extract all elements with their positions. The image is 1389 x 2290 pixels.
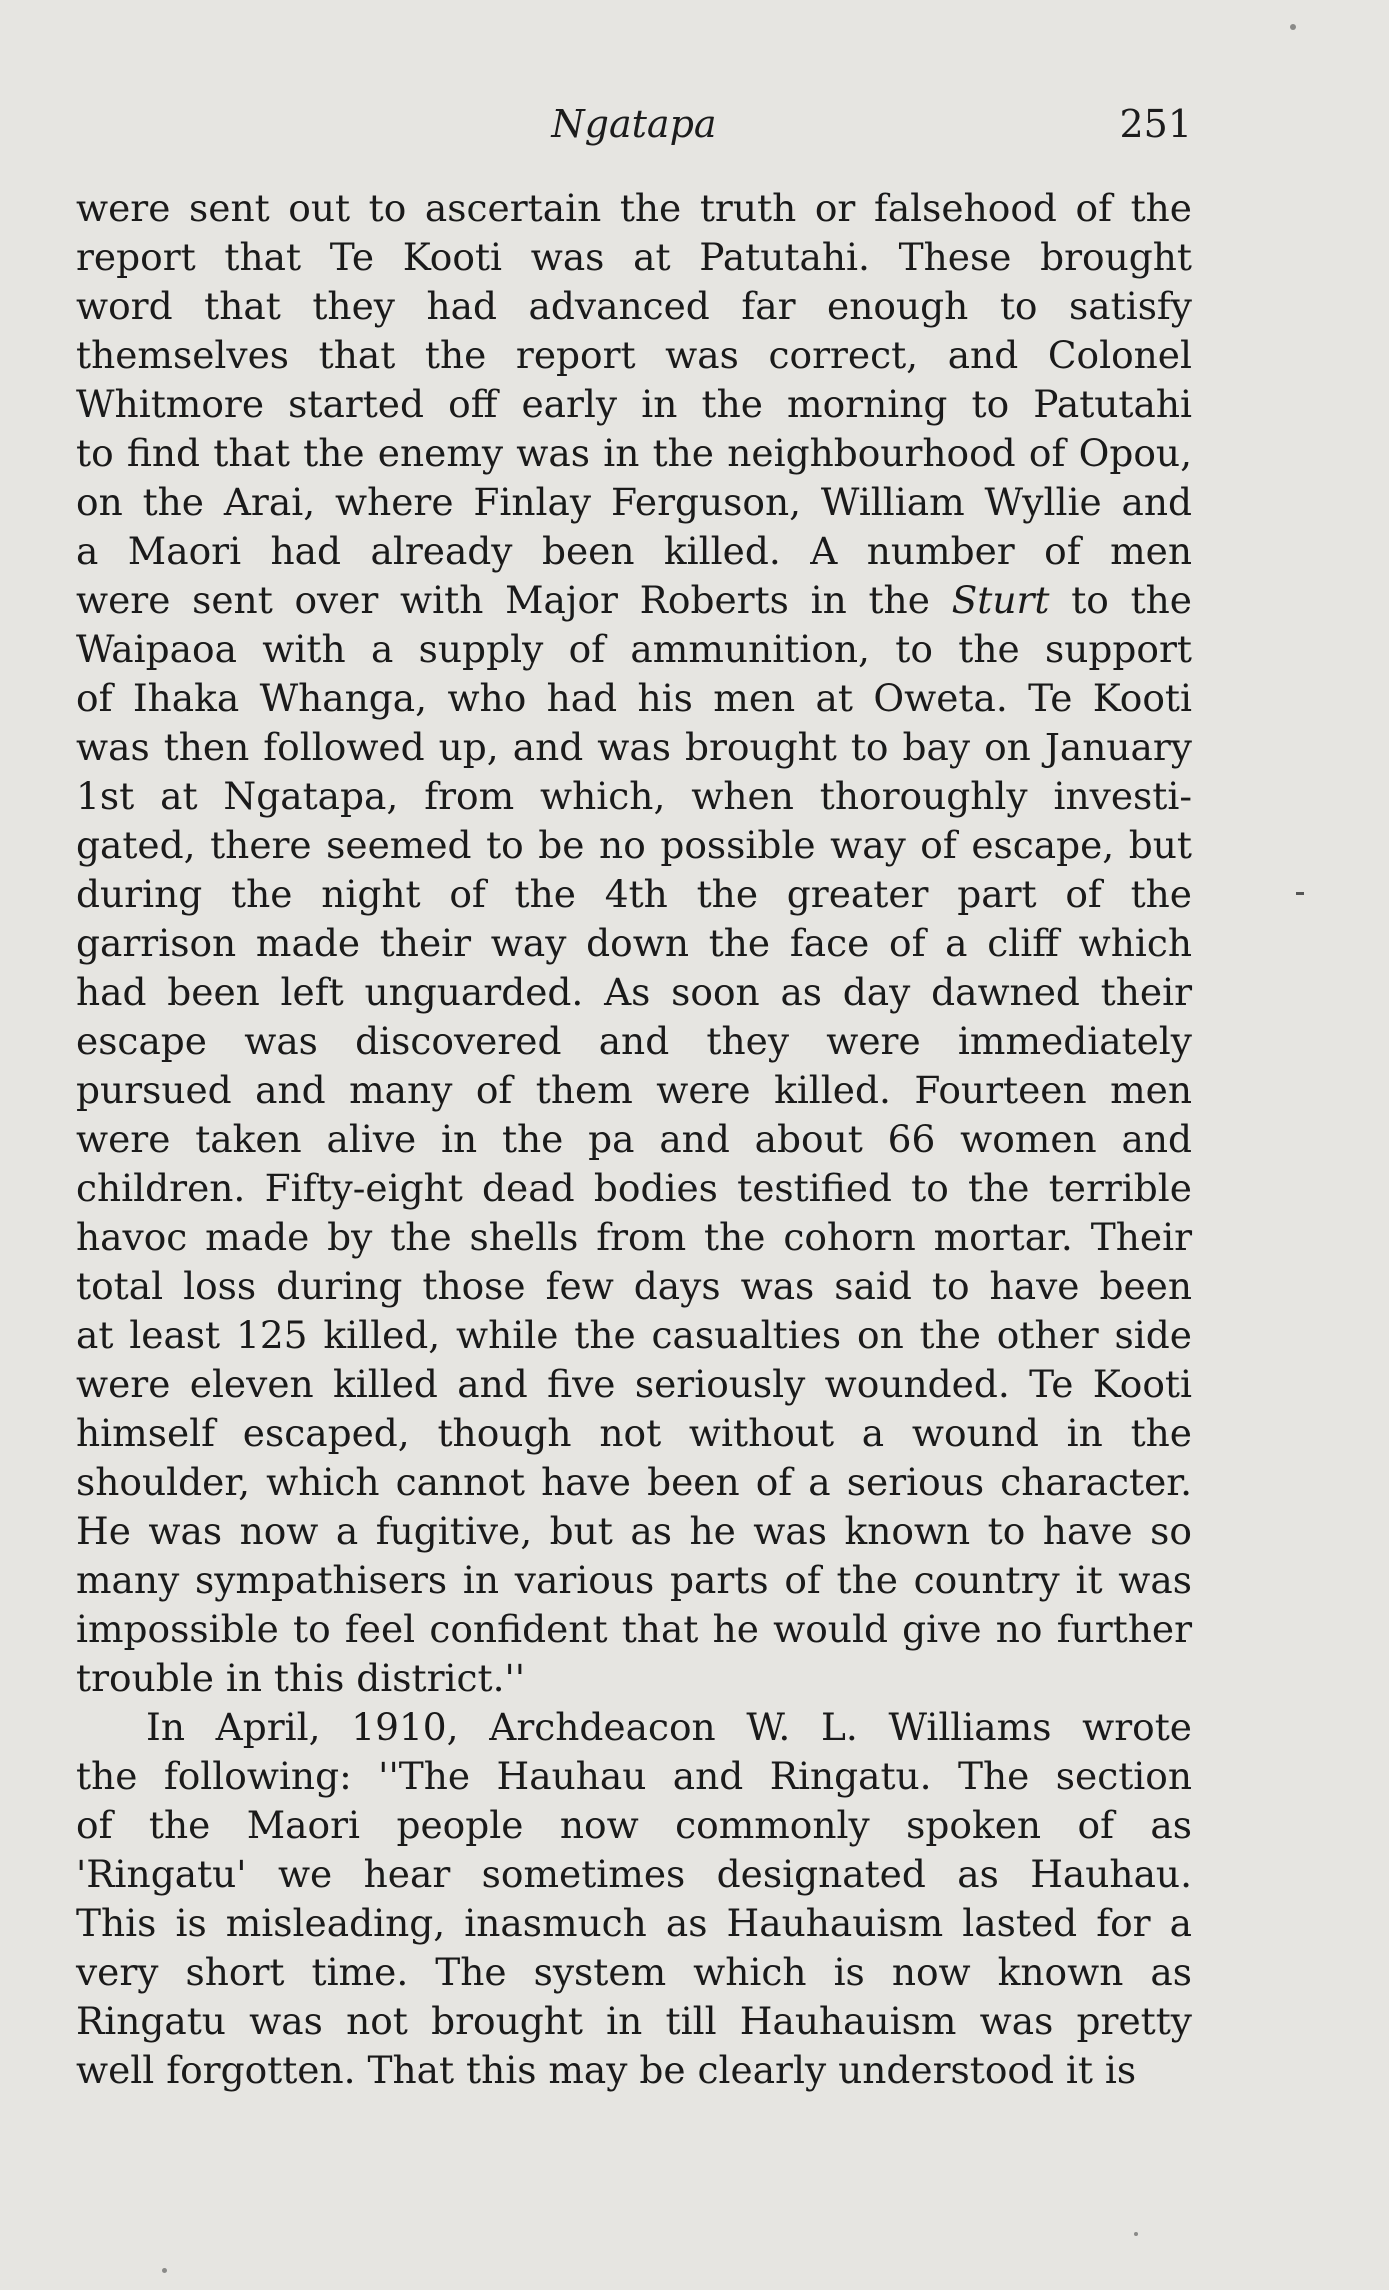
text-line: themselves that the report was correct, and Colonel bbox=[76, 333, 1192, 377]
text-line: gated, there seemed to be no possible way of escape, but bbox=[76, 823, 1192, 867]
scan-speck bbox=[1290, 24, 1296, 30]
text-line: shoulder, which cannot have been of a serious character. bbox=[76, 1460, 1192, 1504]
text-line: a Maori had already been killed. A number of men bbox=[76, 529, 1192, 573]
paragraph bbox=[76, 1703, 1192, 2095]
ship-name: Sturt bbox=[951, 578, 1050, 622]
text-line: 1st at Ngatapa, from which, when thoroughly investi- bbox=[76, 774, 1192, 818]
page-header bbox=[76, 102, 1192, 158]
text-line: were eleven killed and five seriously wounded. Te Kooti bbox=[76, 1362, 1192, 1406]
running-title: Ngatapa bbox=[551, 102, 717, 146]
text-line: trouble in this district.'' bbox=[76, 1656, 526, 1700]
text-line: was then followed up, and was brought to bay on January bbox=[76, 725, 1192, 769]
text-line: havoc made by the shells from the cohorn mortar. Their bbox=[76, 1215, 1192, 1259]
text-line: at least 125 killed, while the casualties on the other side bbox=[76, 1313, 1192, 1357]
text-line: word that they had advanced far enough to satisfy bbox=[76, 284, 1192, 328]
text-line: were sent out to ascertain the truth or falsehood of the bbox=[76, 186, 1192, 230]
text-line: were taken alive in the pa and about 66 women and bbox=[76, 1117, 1192, 1161]
page-number: 251 bbox=[1119, 102, 1192, 146]
body-text bbox=[76, 184, 1192, 2095]
scan-speck bbox=[1134, 2232, 1138, 2236]
text-line: had been left unguarded. As soon as day dawned their bbox=[76, 970, 1192, 1014]
text-line: of the Maori people now commonly spoken of as bbox=[76, 1803, 1192, 1847]
text-line: the following: ''The Hauhau and Ringatu. The section bbox=[76, 1754, 1192, 1798]
text-line: many sympathisers in various parts of the country it was bbox=[76, 1558, 1192, 1602]
text-line: to find that the enemy was in the neighbourhood of Opou, bbox=[76, 431, 1192, 475]
text-line: Ringatu was not brought in till Hauhauism was pretty bbox=[76, 1999, 1192, 2043]
text-line: pursued and many of them were killed. Fourteen men bbox=[76, 1068, 1192, 1112]
text-line: This is misleading, inasmuch as Hauhauism lasted for a bbox=[76, 1901, 1192, 1945]
margin-mark bbox=[1296, 892, 1304, 895]
text-line: impossible to feel confident that he would give no further bbox=[76, 1607, 1192, 1651]
text-line: Waipaoa with a supply of ammunition, to the support bbox=[76, 627, 1192, 671]
paragraph bbox=[76, 184, 1192, 1703]
text-line: were sent over with Major Roberts in the Sturt to the bbox=[76, 578, 1192, 622]
text-line: escape was discovered and they were immediately bbox=[76, 1019, 1192, 1063]
text-line: himself escaped, though not without a wound in the bbox=[76, 1411, 1192, 1455]
text-line: Whitmore started off early in the morning to Patutahi bbox=[76, 382, 1192, 426]
text-line: 'Ringatu' we hear sometimes designated as Hauhau. bbox=[76, 1852, 1192, 1896]
text-line: He was now a fugitive, but as he was known to have so bbox=[76, 1509, 1192, 1553]
text-line: children. Fifty-eight dead bodies testified to the terrible bbox=[76, 1166, 1192, 1210]
text-line: total loss during those few days was said to have been bbox=[76, 1264, 1192, 1308]
text-line: of Ihaka Whanga, who had his men at Oweta. Te Kooti bbox=[76, 676, 1192, 720]
text-line: very short time. The system which is now known as bbox=[76, 1950, 1192, 1994]
text-line: well forgotten. That this may be clearly understood it is bbox=[76, 2048, 1137, 2092]
text-line: during the night of the 4th the greater part of the bbox=[76, 872, 1192, 916]
scan-speck bbox=[162, 2268, 167, 2273]
text-line: on the Arai, where Finlay Ferguson, William Wyllie and bbox=[76, 480, 1192, 524]
text-line: garrison made their way down the face of a cliff which bbox=[76, 921, 1192, 965]
text-line: In April, 1910, Archdeacon W. L. Williams wrote bbox=[146, 1705, 1192, 1749]
text-line: report that Te Kooti was at Patutahi. These brought bbox=[76, 235, 1192, 279]
